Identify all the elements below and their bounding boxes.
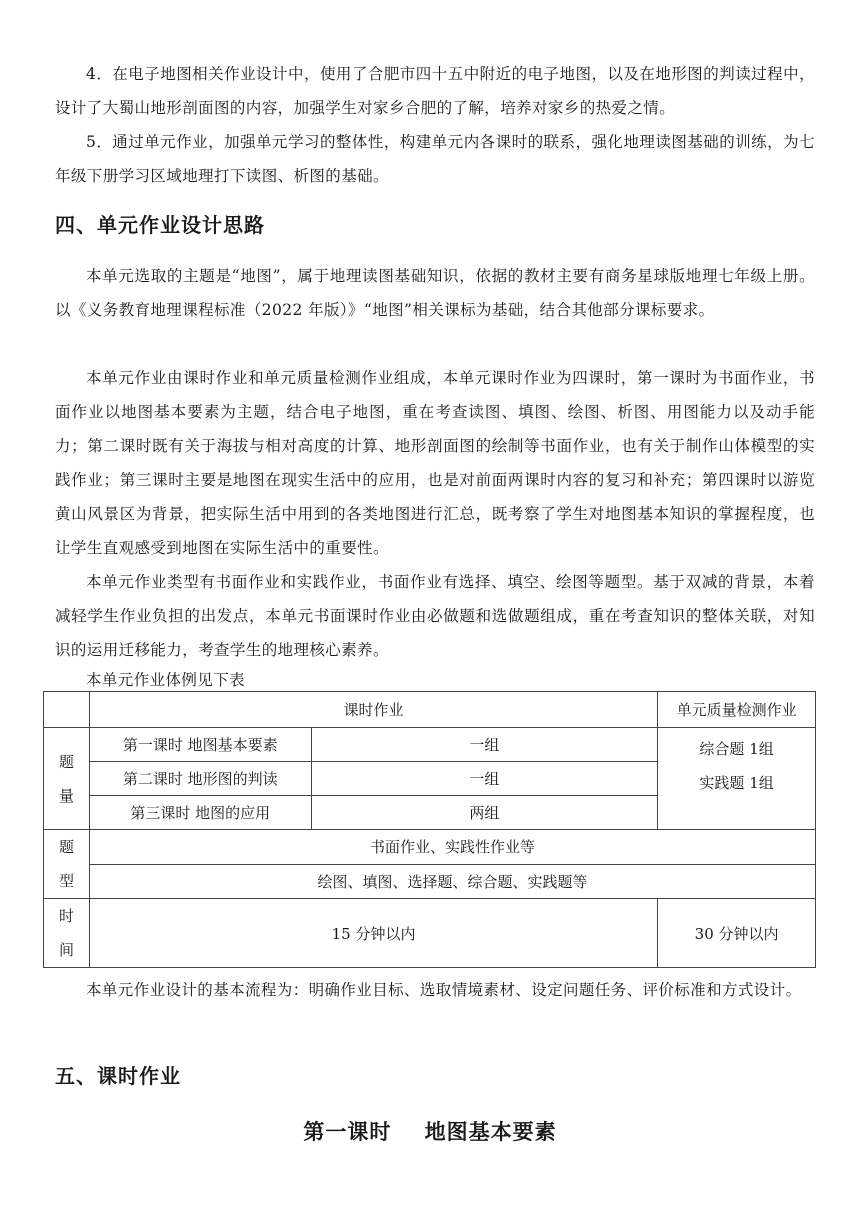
section-heading-5: 五、课时作业: [55, 1064, 181, 1088]
type-line-2: 绘图、填图、选择题、综合题、实践题等: [89, 864, 815, 899]
unit-quantity-cell: 综合题 1组 实践题 1组: [658, 728, 816, 830]
table-caption: 本单元作业体例见下表: [86, 671, 246, 689]
section-heading-4: 四、单元作业设计思路: [55, 213, 265, 237]
paragraph-composition: 本单元作业由课时作业和单元质量检测作业组成，本单元课时作业为四课时，第一课时为书面作业，书面作业以地图基本要素为主题，结合电子地图，重在考查读图、填图、绘图、析图、用图能力以及动手能力；第二课时既有关于海拔与相对高度的计算、地形剖面图的绘制等书面作业，也有关于制作山体模型的实践作业；第三课时主要是地图在现实生活中的应用，也是对前面两课时内容的复习和补充；第四课时以游览黄山风景区为背景，把实际生活中用到的各类地图进行汇总，既考察了学生对地图基本知识的掌握程度，也让学生直观感受到地图在实际生活中的重要性。: [55, 369, 815, 557]
paragraph-types: 本单元作业类型有书面作业和实践作业，书面作业有选择、填空、绘图等题型。基于双减的背景，本着减轻学生作业负担的出发点，本单元书面课时作业由必做题和选做题组成，重在考查知识的整体关联，对知识的运用迁移能力，考查学生的地理核心素养。: [55, 573, 815, 659]
paragraph-theme: 本单元选取的主题是“地图”，属于地理读图基础知识，依据的教材主要有商务星球版地理七年级上册。以《义务教育地理课程标准（2022 年版）》“地图”相关课标为基础，结合其他部分课标要求。: [55, 267, 815, 319]
lesson-amount: 一组: [311, 762, 658, 796]
type-line-1: 书面作业、实践性作业等: [89, 830, 815, 865]
time-course: 15 分钟以内: [89, 899, 657, 968]
paragraph-goal-5: 5．通过单元作业，加强单元学习的整体性，构建单元内各课时的联系，强化地理读图基础的训练，为七年级下册学习区域地理打下读图、析图的基础。: [55, 133, 815, 185]
table-row: [44, 830, 816, 865]
table-row: [44, 899, 816, 968]
paragraph-process: 本单元作业设计的基本流程为：明确作业目标、选取情境素材、设定问题任务、评价标准和方式设计。: [86, 981, 802, 999]
table-corner-cell: [44, 692, 90, 728]
table-header-row: [44, 692, 816, 728]
row-label-quantity: 题 量: [44, 728, 90, 830]
header-course-homework: 课时作业: [89, 692, 657, 728]
lesson-name: 第一课时 地图基本要素: [89, 728, 311, 762]
paragraph-goal-4: 4．在电子地图相关作业设计中，使用了合肥市四十五中附近的电子地图，以及在地形图的判读过程中，设计了大蜀山地形剖面图的内容，加强学生对家乡合肥的了解，培养对家乡的热爱之情。: [55, 65, 815, 117]
lesson-title: 第一课时 地图基本要素: [303, 1120, 557, 1144]
table-row: [44, 728, 816, 762]
time-unit: 30 分钟以内: [658, 899, 816, 968]
homework-structure-table: [43, 691, 816, 968]
row-label-type: 题 型: [44, 830, 90, 899]
lesson-amount: 一组: [311, 728, 658, 762]
row-label-time: 时 间: [44, 899, 90, 968]
lesson-name: 第三课时 地图的应用: [89, 796, 311, 830]
lesson-name: 第二课时 地形图的判读: [89, 762, 311, 796]
lesson-amount: 两组: [311, 796, 658, 830]
header-unit-test: 单元质量检测作业: [658, 692, 816, 728]
table-row: [44, 864, 816, 899]
